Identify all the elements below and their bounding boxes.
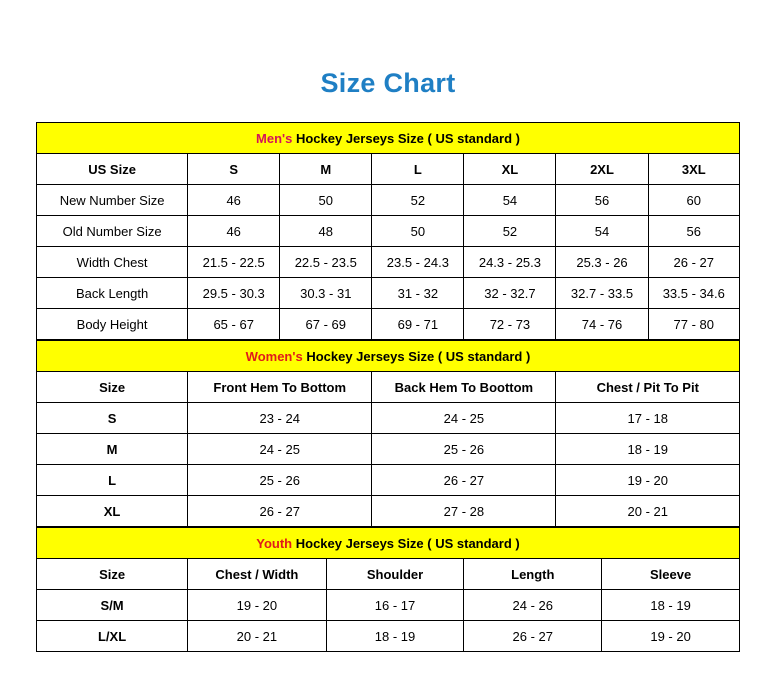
table-cell: 48 — [280, 216, 372, 247]
column-header: S — [188, 154, 280, 185]
table-cell: 23 - 24 — [188, 403, 372, 434]
table-cell: 56 — [556, 185, 648, 216]
table-cell: 69 - 71 — [372, 309, 464, 340]
column-header: L — [372, 154, 464, 185]
row-header: XL — [37, 496, 188, 527]
column-header: XL — [464, 154, 556, 185]
row-header: Old Number Size — [37, 216, 188, 247]
column-header: Sleeve — [602, 559, 740, 590]
table-cell: 18 - 19 — [602, 590, 740, 621]
table-cell: 20 - 21 — [556, 496, 740, 527]
womens-size-table — [36, 340, 740, 527]
table-row — [37, 434, 740, 465]
table-cell: 74 - 76 — [556, 309, 648, 340]
table-cell: 25 - 26 — [372, 434, 556, 465]
table-row — [37, 278, 740, 309]
youth-section-band — [37, 528, 740, 559]
size-chart-container — [36, 122, 740, 652]
youth-size-table — [36, 527, 740, 652]
mens-band-cell — [37, 123, 740, 154]
table-cell: 25 - 26 — [188, 465, 372, 496]
table-cell: 60 — [648, 185, 739, 216]
column-header: Chest / Pit To Pit — [556, 372, 740, 403]
row-header: L/XL — [37, 621, 188, 652]
table-cell: 46 — [188, 185, 280, 216]
table-row — [37, 216, 740, 247]
table-cell: 19 - 20 — [556, 465, 740, 496]
column-header: US Size — [37, 154, 188, 185]
table-cell: 26 - 27 — [188, 496, 372, 527]
table-cell: 32.7 - 33.5 — [556, 278, 648, 309]
row-header: M — [37, 434, 188, 465]
table-cell: 19 - 20 — [188, 590, 326, 621]
table-cell: 17 - 18 — [556, 403, 740, 434]
table-row — [37, 590, 740, 621]
table-cell: 77 - 80 — [648, 309, 739, 340]
column-header: Front Hem To Bottom — [188, 372, 372, 403]
mens-size-table — [36, 122, 740, 340]
table-cell: 27 - 28 — [372, 496, 556, 527]
table-cell: 56 — [648, 216, 739, 247]
row-header: Back Length — [37, 278, 188, 309]
page-title: Size Chart — [320, 68, 456, 98]
table-cell: 20 - 21 — [188, 621, 326, 652]
womens-band-rest: Hockey Jerseys Size ( US standard ) — [302, 348, 531, 364]
table-cell: 23.5 - 24.3 — [372, 247, 464, 278]
column-header: Length — [464, 559, 602, 590]
column-header: Shoulder — [326, 559, 464, 590]
row-header: New Number Size — [37, 185, 188, 216]
table-cell: 19 - 20 — [602, 621, 740, 652]
mens-section-band — [37, 123, 740, 154]
table-cell: 67 - 69 — [280, 309, 372, 340]
table-row — [37, 496, 740, 527]
table-cell: 22.5 - 23.5 — [280, 247, 372, 278]
womens-band-cell — [37, 341, 740, 372]
table-cell: 21.5 - 22.5 — [188, 247, 280, 278]
column-header: Size — [37, 559, 188, 590]
table-row — [37, 621, 740, 652]
table-cell: 52 — [372, 185, 464, 216]
table-cell: 24 - 25 — [372, 403, 556, 434]
table-header-row — [37, 154, 740, 185]
table-cell: 32 - 32.7 — [464, 278, 556, 309]
mens-band-rest: Hockey Jerseys Size ( US standard ) — [292, 130, 520, 146]
table-cell: 54 — [556, 216, 648, 247]
youth-band-cell — [37, 528, 740, 559]
table-header-row — [37, 559, 740, 590]
table-cell: 26 - 27 — [372, 465, 556, 496]
row-header: Body Height — [37, 309, 188, 340]
womens-band-accent: Women's — [245, 348, 303, 364]
table-row — [37, 403, 740, 434]
column-header: 3XL — [648, 154, 739, 185]
table-cell: 18 - 19 — [326, 621, 464, 652]
row-header: Width Chest — [37, 247, 188, 278]
table-cell: 25.3 - 26 — [556, 247, 648, 278]
table-cell: 24.3 - 25.3 — [464, 247, 556, 278]
table-header-row — [37, 372, 740, 403]
table-cell: 26 - 27 — [464, 621, 602, 652]
table-cell: 33.5 - 34.6 — [648, 278, 739, 309]
table-cell: 18 - 19 — [556, 434, 740, 465]
mens-band-accent: Men's — [256, 130, 293, 146]
column-header: M — [280, 154, 372, 185]
youth-band-accent: Youth — [256, 535, 293, 551]
table-cell: 54 — [464, 185, 556, 216]
table-cell: 16 - 17 — [326, 590, 464, 621]
womens-section-band — [37, 341, 740, 372]
row-header: L — [37, 465, 188, 496]
table-cell: 50 — [280, 185, 372, 216]
column-header: Back Hem To Boottom — [372, 372, 556, 403]
column-header: 2XL — [556, 154, 648, 185]
table-row — [37, 247, 740, 278]
table-cell: 52 — [464, 216, 556, 247]
row-header: S — [37, 403, 188, 434]
table-cell: 26 - 27 — [648, 247, 739, 278]
table-cell: 50 — [372, 216, 464, 247]
table-row — [37, 185, 740, 216]
youth-band-rest: Hockey Jerseys Size ( US standard ) — [292, 535, 520, 551]
table-cell: 24 - 26 — [464, 590, 602, 621]
table-cell: 72 - 73 — [464, 309, 556, 340]
table-cell: 46 — [188, 216, 280, 247]
table-cell: 29.5 - 30.3 — [188, 278, 280, 309]
table-row — [37, 465, 740, 496]
table-cell: 24 - 25 — [188, 434, 372, 465]
table-cell: 30.3 - 31 — [280, 278, 372, 309]
column-header: Size — [37, 372, 188, 403]
table-row — [37, 309, 740, 340]
row-header: S/M — [37, 590, 188, 621]
table-cell: 31 - 32 — [372, 278, 464, 309]
table-cell: 65 - 67 — [188, 309, 280, 340]
column-header: Chest / Width — [188, 559, 326, 590]
